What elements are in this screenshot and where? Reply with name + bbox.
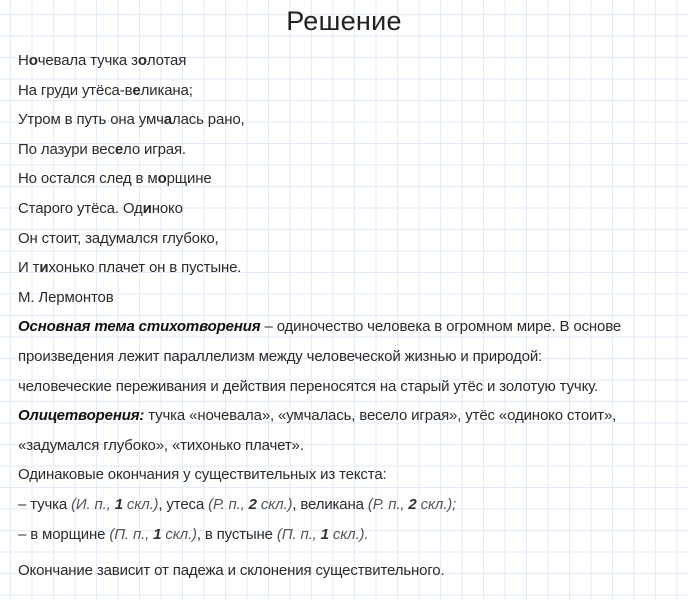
stressed-vowel: и — [142, 199, 152, 217]
poem-line: На груди утёса-великана; — [18, 81, 193, 99]
theme-label: Основная тема стихотворения — [18, 318, 261, 336]
personification-line: «задумался глубоко», «тихонько плачет». — [18, 436, 304, 454]
personification-line: Олицетворения: тучка «ночевала», «умчалась, весело играя», утёс «одиноко стоит», — [18, 407, 617, 425]
stressed-vowel: е — [132, 81, 141, 99]
stressed-vowel: а — [163, 111, 172, 129]
poem-line: Старого утёса. Одиноко — [18, 199, 183, 217]
grammar-note: (П. п., 1 скл.) — [109, 525, 197, 543]
grammar-note: (П. п., 1 скл.). — [276, 525, 369, 543]
stressed-vowel: о — [28, 52, 38, 69]
stressed-vowel: о — [137, 52, 147, 69]
personification-label: Олицетворения: — [18, 407, 145, 425]
poem-line: Ночевала тучка золотая — [18, 52, 187, 69]
endings-row: – в морщине (П. п., 1 скл.), в пустыне (П. п., 1 скл.). — [18, 525, 369, 543]
poem-author: М. Лермонтов — [18, 288, 114, 306]
endings-conclusion: Окончание зависит от падежа и склонения существительного. — [18, 561, 445, 579]
stressed-vowel: е — [114, 140, 124, 158]
theme-line: произведения лежит параллелизм между человеческой жизнью и природой: — [18, 347, 543, 365]
poem-line: И тихонько плачет он в пустыне. — [18, 259, 242, 277]
grammar-note: (Р. п., 2 скл.) — [208, 495, 293, 513]
stressed-vowel: о — [157, 170, 167, 188]
poem-line: По лазури весело играя. — [18, 140, 186, 158]
stressed-vowel: и — [39, 259, 49, 277]
grammar-note: (И. п., 1 скл.) — [71, 495, 159, 513]
grammar-note: (Р. п., 2 скл.); — [367, 495, 457, 513]
theme-line: человеческие переживания и действия переносятся на старый утёс и золотую тучку. — [18, 377, 599, 395]
page-title: Решение — [286, 6, 402, 36]
theme-line: Основная тема стихотворения – одиночество человека в огромном мире. В основе — [18, 318, 622, 336]
endings-intro: Одинаковые окончания у существительных из текста: — [18, 466, 387, 484]
poem-line: Утром в путь она умчалась рано, — [18, 111, 245, 129]
solution-content — [18, 46, 683, 585]
poem-line: Он стоит, задумался глубоко, — [18, 229, 219, 247]
endings-row: – тучка (И. п., 1 скл.), утеса (Р. п., 2 скл.), великана (Р. п., 2 скл.); — [18, 495, 457, 513]
poem-line: Но остался след в морщине — [18, 170, 212, 188]
